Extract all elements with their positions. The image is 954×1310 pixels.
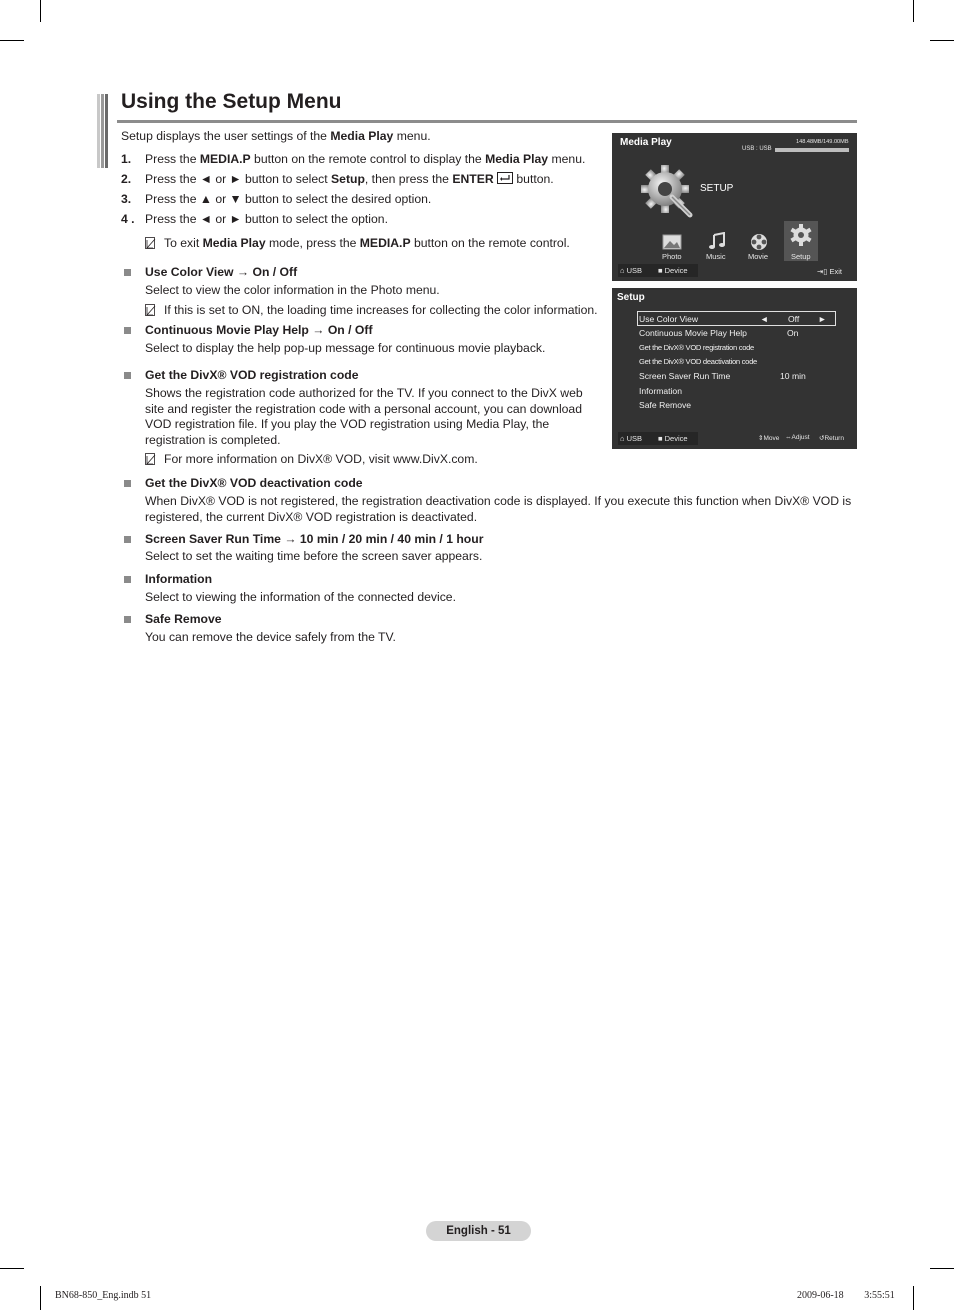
center-label: SETUP — [700, 183, 734, 194]
gear-icon[interactable] — [789, 223, 813, 249]
print-file-info: BN68-850_Eng.indb 51 — [55, 1290, 152, 1301]
section-bullet — [124, 269, 131, 276]
arrow-left-icon[interactable]: ◄ — [760, 314, 769, 324]
footer-return[interactable]: ↺Return — [819, 435, 844, 442]
square-icon: ■ — [658, 266, 663, 275]
footer-device[interactable]: ■ Device — [658, 434, 688, 443]
section-heading: Information — [145, 572, 213, 586]
page-title: Using the Setup Menu — [121, 90, 342, 113]
setup-item-value: On — [787, 328, 799, 338]
screen-title: Media Play — [620, 137, 672, 148]
usb-label: USB : USB — [742, 146, 772, 152]
icon-label-setup: Setup — [791, 252, 811, 261]
footer-device[interactable]: ■ Device — [658, 266, 688, 275]
step-number: 2. — [121, 172, 132, 186]
section-note: For more information on DivX® VOD, visit www.DivX.com. — [164, 452, 478, 466]
capacity-bar — [775, 148, 849, 152]
note-icon — [145, 237, 157, 250]
crop-mark — [40, 0, 41, 22]
footer-usb[interactable]: ⌂ USB — [620, 434, 643, 443]
enter-icon — [497, 172, 513, 184]
note-icon — [145, 304, 157, 317]
media-play-screen — [612, 133, 857, 281]
section-heading: Safe Remove — [145, 612, 222, 626]
crop-mark — [930, 40, 954, 41]
setup-item[interactable]: Get the DivX® VOD deactivation code — [639, 357, 757, 366]
exit-icon: ⇥▯ — [817, 267, 828, 276]
crop-mark — [0, 1268, 24, 1269]
footer-move[interactable]: ⇕Move — [758, 435, 780, 442]
section-heading: Get the DivX® VOD deactivation code — [145, 476, 363, 490]
footer-adjust[interactable]: ⇔Adjust — [785, 434, 810, 441]
setup-item[interactable]: Screen Saver Run Time — [639, 371, 731, 381]
section-body: Shows the registration code authorized for the TV. If you connect to the DivX web site and register the registration code with a personal account, you can download VOD registration file. If you play the VOD registration using Media Play, the registration is completed. — [145, 386, 583, 447]
usb-icon: ⌂ — [620, 434, 625, 443]
setup-item-value: Off — [788, 314, 800, 324]
step-text: Press the ◄ or ► button to select the option. — [145, 212, 388, 226]
section-heading: Get the DivX® VOD registration code — [145, 368, 359, 382]
icon-label-photo: Photo — [662, 252, 682, 261]
icon-label-movie: Movie — [748, 252, 769, 261]
crop-mark — [0, 40, 24, 41]
usb-icon: ⌂ — [620, 266, 625, 275]
photo-icon[interactable] — [662, 234, 682, 250]
capacity-fill — [775, 148, 849, 152]
setup-item[interactable]: Use Color View — [639, 314, 699, 324]
exit-note: To exit Media Play mode, press the MEDIA.P button on the remote control. — [164, 236, 570, 250]
section-body: Select to set the waiting time before the screen saver appears. — [145, 549, 483, 563]
section-bullet — [124, 372, 131, 379]
arrow-right-icon[interactable]: ► — [818, 314, 827, 324]
setup-item-value: 10 min — [780, 371, 806, 381]
section-bullet — [124, 480, 131, 487]
section-heading: Use Color View → On / Off — [145, 265, 298, 279]
crop-mark — [913, 0, 914, 22]
icon-label-music: Music — [706, 252, 726, 261]
setup-gear-icon — [638, 163, 696, 219]
setup-item[interactable]: Safe Remove — [639, 400, 692, 410]
title-decoration — [97, 94, 109, 168]
setup-item[interactable]: Continuous Movie Play Help — [639, 328, 747, 338]
section-heading: Continuous Movie Play Help → On / Off — [145, 323, 373, 337]
section-body: You can remove the device safely from the TV. — [145, 630, 396, 644]
step-text: Press the ▲ or ▼ button to select the desired option. — [145, 192, 432, 206]
footer-exit[interactable]: ⇥▯ Exit — [817, 267, 843, 276]
crop-mark — [913, 1286, 914, 1310]
section-note: If this is set to ON, the loading time increases for collecting the color information. — [164, 303, 598, 317]
return-icon: ↺ — [819, 435, 825, 442]
section-bullet — [124, 576, 131, 583]
section-bullet — [124, 327, 131, 334]
section-body: Select to viewing the information of the connected device. — [145, 590, 456, 604]
crop-mark — [40, 1286, 41, 1310]
section-bullet — [124, 536, 131, 543]
left-right-icon: ⇔ — [785, 434, 792, 441]
section-body: Select to display the help pop-up message for continuous movie playback. — [145, 341, 546, 355]
footer-usb[interactable]: ⌂ USB — [620, 266, 643, 275]
capacity-text: 148.48MB/149.00MB — [796, 139, 849, 145]
step-number: 1. — [121, 152, 132, 166]
section-heading: Screen Saver Run Time → 10 min / 20 min / 40 min / 1 hour — [145, 532, 484, 546]
page-number: English - 51 — [426, 1221, 531, 1241]
music-icon[interactable] — [708, 232, 726, 250]
setup-screen — [612, 288, 857, 449]
note-icon — [145, 453, 157, 466]
step-text: Press the ◄ or ► button to select Setup, then press the ENTER button. — [145, 172, 554, 186]
print-date-info: 2009-06-18 ￿￿ 3:55:51 — [797, 1290, 895, 1301]
section-bullet — [124, 616, 131, 623]
square-icon: ■ — [658, 434, 663, 443]
step-number: 3. — [121, 192, 132, 206]
intro-text: Setup displays the user settings of the Media Play menu. — [121, 129, 431, 143]
up-down-icon: ⇕ — [758, 435, 764, 442]
step-text: Press the MEDIA.P button on the remote control to display the Media Play menu. — [145, 152, 586, 166]
title-rule — [117, 120, 857, 123]
setup-item[interactable]: Information — [639, 386, 682, 396]
setup-item[interactable]: Get the DivX® VOD registration code — [639, 343, 754, 352]
step-number: 4 . — [121, 212, 135, 226]
movie-icon[interactable] — [750, 233, 768, 251]
screen-title: Setup — [617, 292, 645, 303]
section-body: Select to view the color information in the Photo menu. — [145, 283, 440, 297]
crop-mark — [930, 1268, 954, 1269]
section-body: When DivX® VOD is not registered, the registration deactivation code is displayed. If you execute this function when DivX® VOD is registered, the current DivX® VOD registration is deactivated. — [145, 494, 852, 524]
